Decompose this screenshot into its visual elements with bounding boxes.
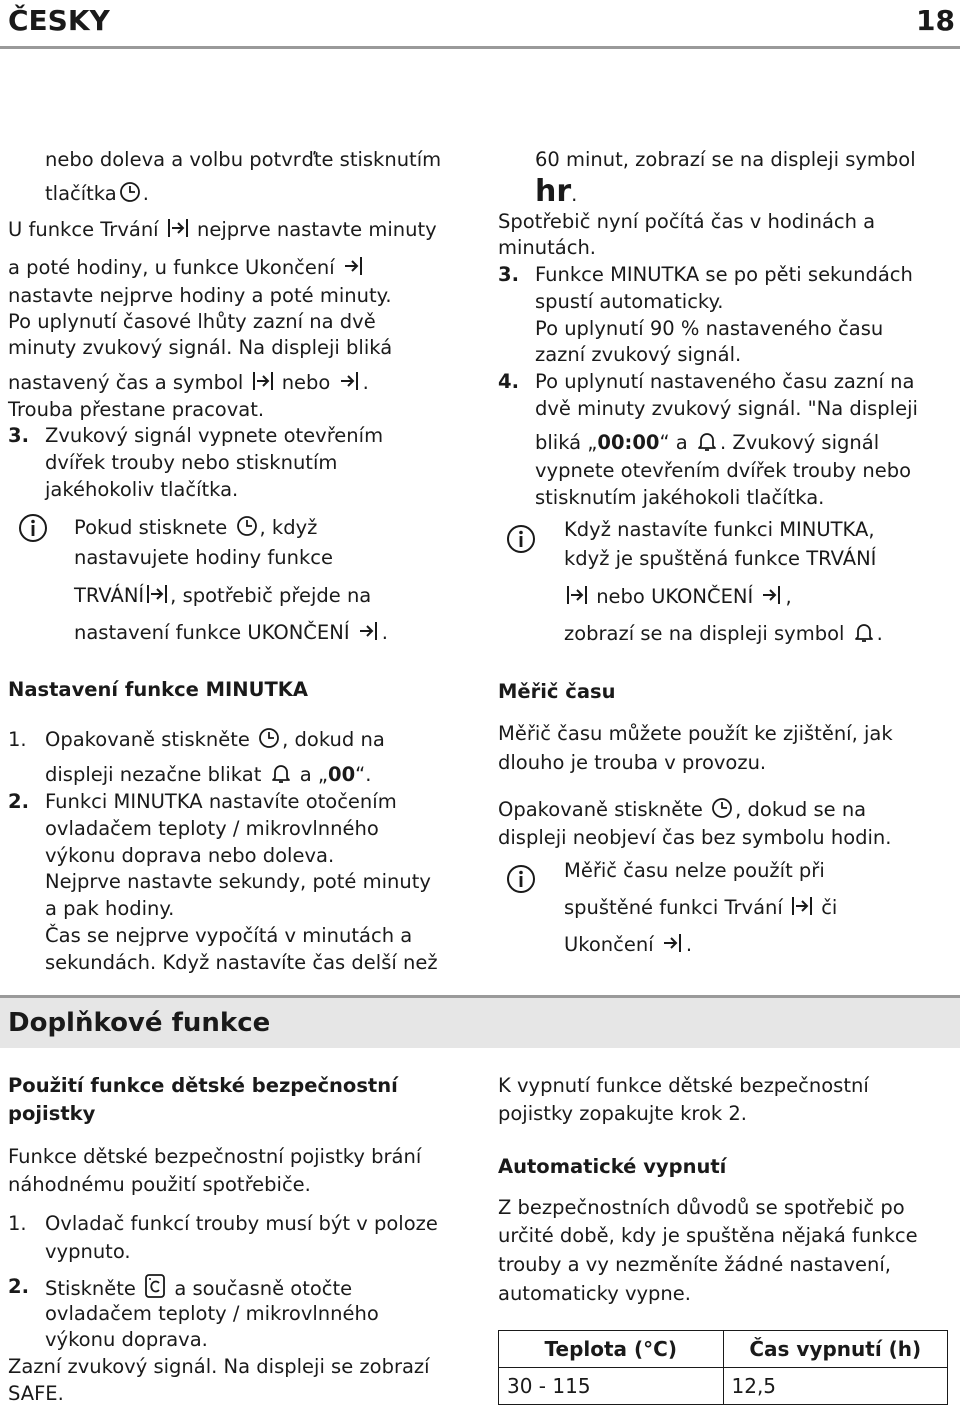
text-line: pojistky zopakujte krok 2. bbox=[498, 1102, 747, 1125]
step-number: 3. bbox=[498, 263, 519, 286]
end-time-icon bbox=[761, 584, 783, 606]
text-line: a pak hodiny. bbox=[45, 897, 175, 920]
bell-icon bbox=[853, 621, 875, 643]
note-line: Měřič času nelze použít při bbox=[564, 859, 825, 882]
text-line: Opakovaně stiskněte , dokud na bbox=[45, 728, 385, 751]
text-line: vypnuto. bbox=[45, 1240, 131, 1263]
note-line: nastavujete hodiny funkce bbox=[74, 546, 333, 569]
text-line: Z bezpečnostních důvodů se spotřebič po bbox=[498, 1196, 905, 1219]
bell-icon bbox=[696, 430, 718, 452]
text-line: automaticky vypne. bbox=[498, 1282, 691, 1305]
step-number: 3. bbox=[8, 424, 29, 447]
note-line: Když nastavíte funkci MINUTKA, bbox=[564, 518, 875, 541]
text-line: Spotřebič nyní počítá čas v hodinách a bbox=[498, 210, 876, 233]
note-line: Ukončení . bbox=[564, 933, 693, 956]
note-line: zobrazí se na displeji symbol . bbox=[564, 622, 883, 645]
page-number: 18 bbox=[916, 4, 955, 37]
text-line: Nejprve nastavte sekundy, poté minuty bbox=[45, 870, 431, 893]
text-line: U funkce Trvání nejprve nastavte minuty bbox=[8, 218, 437, 241]
text-line: určité době, kdy je spuštěna nějaká funkce bbox=[498, 1224, 918, 1247]
text-line: jakéhokoliv tlačítka. bbox=[45, 478, 239, 501]
text-line: K vypnutí funkce dětské bezpečnostní bbox=[498, 1074, 869, 1097]
note-line: nastavení funkce UKONČENÍ . bbox=[74, 621, 388, 644]
text-line: Zazní zvukový signál. Na displeji se zobrazí bbox=[8, 1355, 430, 1378]
end-time-icon bbox=[358, 620, 380, 642]
table-cell-temperature: 30 - 115 bbox=[499, 1368, 724, 1405]
text-line: spustí automaticky. bbox=[535, 290, 724, 313]
text-line: Zvukový signál vypnete otevřením bbox=[45, 424, 384, 447]
text-line: Opakovaně stiskněte , dokud se na bbox=[498, 798, 867, 821]
text-line: minuty zvukový signál. Na displeji bliká bbox=[8, 336, 393, 359]
child-lock-icon bbox=[144, 1274, 166, 1298]
text-line: Po uplynutí nastaveného času zazní na bbox=[535, 370, 915, 393]
text-line: SAFE. bbox=[8, 1382, 64, 1405]
subsection-heading: pojistky bbox=[8, 1102, 96, 1125]
note-line: TRVÁNÍ , spotřebič přejde na bbox=[74, 584, 372, 607]
text-line: stisknutím jakéhokoli tlačítka. bbox=[535, 486, 825, 509]
text-line: zazní zvukový signál. bbox=[535, 343, 742, 366]
note-line: Pokud stisknete , když bbox=[74, 516, 318, 539]
table-header-row bbox=[499, 1331, 948, 1368]
text-line: Trouba přestane pracovat. bbox=[8, 398, 265, 421]
column-header-temperature: Teplota (°C) bbox=[499, 1331, 724, 1368]
text-line: tlačítka . bbox=[45, 182, 149, 205]
header-rule bbox=[0, 46, 960, 49]
text-line: dvířek trouby nebo stisknutím bbox=[45, 451, 338, 474]
text-line: dvě minuty zvukový signál. "Na displeji bbox=[535, 397, 918, 420]
info-icon bbox=[506, 524, 536, 554]
hr-symbol: hr bbox=[535, 174, 572, 209]
end-time-icon bbox=[343, 255, 365, 277]
column-header-off-time: Čas vypnutí (h) bbox=[723, 1331, 948, 1368]
duration-icon bbox=[566, 584, 588, 606]
text-line: Čas se nejprve vypočítá v minutách a bbox=[45, 924, 413, 947]
subsection-heading: Použití funkce dětské bezpečnostní bbox=[8, 1074, 398, 1097]
text-line: nebo doleva a volbu potvrďte stisknutím bbox=[45, 148, 442, 171]
text-line: sekundách. Když nastavíte čas delší než bbox=[45, 951, 438, 974]
text-line: dlouho je trouba v provozu. bbox=[498, 751, 767, 774]
text-line: hr. bbox=[535, 174, 578, 209]
duration-icon bbox=[252, 370, 274, 392]
auto-off-table bbox=[498, 1330, 948, 1405]
text-line: náhodnému použití spotřebiče. bbox=[8, 1173, 311, 1196]
step-number: 2. bbox=[8, 1275, 29, 1298]
step-number: 2. bbox=[8, 790, 29, 813]
text-line: Stiskněte a současně otočte bbox=[45, 1274, 352, 1302]
end-time-icon bbox=[662, 932, 684, 954]
table-row bbox=[499, 1368, 948, 1405]
note-line: spuštěné funkci Trvání či bbox=[564, 896, 838, 919]
text-line: trouby a vy nezměníte žádné nastavení, bbox=[498, 1253, 891, 1276]
duration-icon bbox=[167, 217, 189, 239]
end-time-icon bbox=[339, 370, 361, 392]
info-icon bbox=[18, 513, 48, 543]
text-line: Funkce MINUTKA se po pěti sekundách bbox=[535, 263, 913, 286]
text-line: nastavte nejprve hodiny a poté minuty. bbox=[8, 284, 392, 307]
text-line: 60 minut, zobrazí se na displeji symbol bbox=[535, 148, 916, 171]
step-number: 1. bbox=[8, 1212, 27, 1235]
text-line: Měřič času můžete použít ke zjištění, jak bbox=[498, 722, 893, 745]
text-line: výkonu doprava. bbox=[45, 1328, 208, 1351]
text-line: nastavený čas a symbol nebo . bbox=[8, 371, 369, 394]
step-number: 1. bbox=[8, 728, 27, 751]
text-line: a poté hodiny, u funkce Ukončení bbox=[8, 255, 367, 281]
text-line: výkonu doprava nebo doleva. bbox=[45, 844, 335, 867]
subsection-heading: Automatické vypnutí bbox=[498, 1155, 727, 1178]
text-line: ovladačem teploty / mikrovlnného bbox=[45, 1302, 379, 1325]
info-icon bbox=[506, 864, 536, 894]
text-line: Funkce dětské bezpečnostní pojistky brání bbox=[8, 1145, 422, 1168]
section-language: ČESKY bbox=[8, 4, 110, 37]
text-line: minutách. bbox=[498, 236, 597, 259]
clock-icon bbox=[236, 515, 258, 537]
duration-icon bbox=[791, 895, 813, 917]
note-line: když je spuštěná funkce TRVÁNÍ bbox=[564, 547, 877, 570]
table-cell-off-time: 12,5 bbox=[723, 1368, 948, 1405]
text-line: Po uplynutí časové lhůty zazní na dvě bbox=[8, 310, 376, 333]
note-line: nebo UKONČENÍ , bbox=[564, 584, 792, 610]
section-title: Doplňkové funkce bbox=[8, 1008, 271, 1038]
section-heading: Měřič času bbox=[498, 680, 616, 703]
clock-icon bbox=[258, 727, 280, 749]
text-line: displeji nezačne blikat a „00“. bbox=[45, 763, 372, 786]
clock-icon bbox=[711, 797, 733, 819]
clock-icon bbox=[119, 181, 141, 203]
text-line: Po uplynutí 90 % nastaveného času bbox=[535, 317, 884, 340]
text-line: Ovladač funkcí trouby musí být v poloze bbox=[45, 1212, 438, 1235]
text-line: displeji neobjeví čas bez symbolu hodin. bbox=[498, 826, 892, 849]
text-line: bliká „00:00“ a . Zvukový signál bbox=[535, 431, 880, 454]
step-number: 4. bbox=[498, 370, 519, 393]
text-line: Funkci MINUTKA nastavíte otočením bbox=[45, 790, 397, 813]
section-heading: Nastavení funkce MINUTKA bbox=[8, 678, 308, 701]
text-line: vypnete otevřením dvířek trouby nebo bbox=[535, 459, 912, 482]
duration-icon bbox=[146, 583, 168, 605]
bell-icon bbox=[270, 762, 292, 784]
text-line: ovladačem teploty / mikrovlnného bbox=[45, 817, 379, 840]
